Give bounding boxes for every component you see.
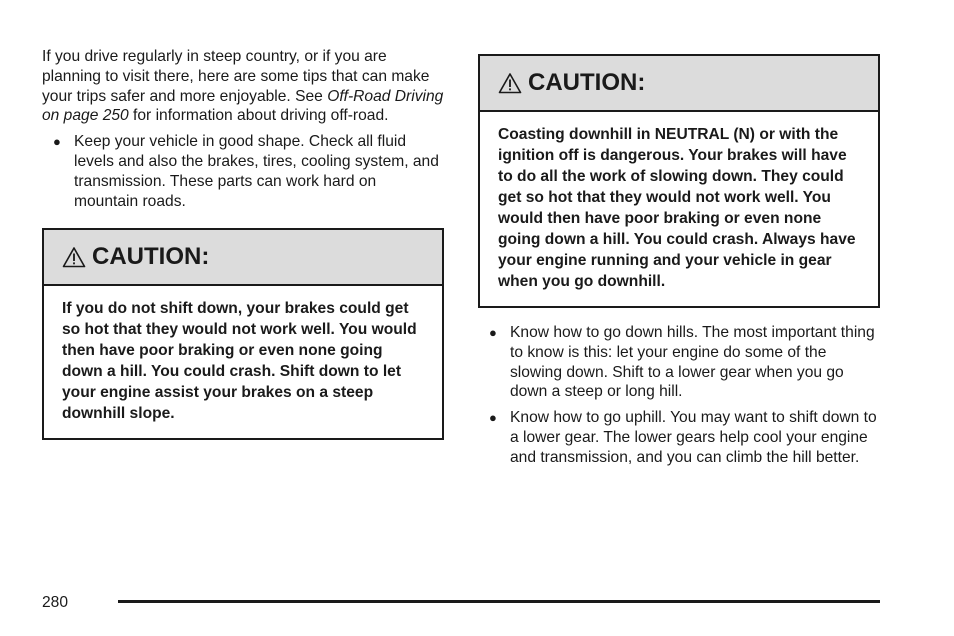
page-number: 280 [42, 594, 69, 611]
intro-paragraph [42, 47, 444, 126]
bullet-text: Know how to go down hills. The most important thing to know is this: let your engine do some of the slowing down. Shift to a lower gear when you go down a steep or long hill. [510, 324, 875, 401]
page-reference-link[interactable]: Off-Road Driving on page 250 [42, 87, 444, 125]
right-column [478, 54, 880, 474]
bullet-dot-icon: ● [53, 134, 61, 150]
right-bullet-list [478, 323, 880, 468]
caution-header [480, 56, 878, 112]
left-column [42, 47, 444, 440]
caution-body-text: Coasting downhill in NEUTRAL (N) or with the ignition off is dangerous. Your brakes will have to do all the work of slowing down. They could get so hot that they would not work well. You would then have poor braking or even none going down a hill. You could crash. Always have your engine running and your vehicle in gear when you go downhill. [498, 126, 856, 290]
left-bullet-list [42, 132, 444, 211]
bullet-dot-icon: ● [489, 325, 497, 340]
caution-header [44, 230, 442, 286]
footer-rule [118, 600, 880, 603]
bullet-text: Know how to go uphill. You may want to shift down to a lower gear. The lower gears help cool your engine and transmission, and you can climb the hill better. [510, 409, 877, 466]
warning-triangle-icon [498, 72, 522, 94]
bullet-dot-icon: ● [489, 410, 497, 426]
list-item [42, 132, 444, 211]
caution-title: CAUTION: [92, 243, 210, 271]
intro-text-after: for information about driving off-road. [128, 107, 389, 125]
list-item [478, 408, 880, 467]
intro-text-before: If you drive regularly in steep country, or if you are planning to visit there, here are some tips that can make your trips safer and more enjoyable. See [42, 48, 430, 105]
caution-box-coasting [478, 54, 880, 308]
caution-body-text: If you do not shift down, your brakes could get so hot that they would not work well. You would then have poor braking or even none going down a hill. You could crash. Shift down to let your engine assist your brakes on a steep downhill slope. [62, 300, 417, 423]
caution-title: CAUTION: [528, 69, 646, 96]
caution-box-downshift [42, 228, 444, 440]
warning-triangle-icon [62, 246, 86, 268]
bullet-text: Keep your vehicle in good shape. Check all fluid levels and also the brakes, tires, cooling system, and transmission. These parts can work hard on mountain roads. [74, 133, 439, 210]
list-item [478, 323, 880, 402]
